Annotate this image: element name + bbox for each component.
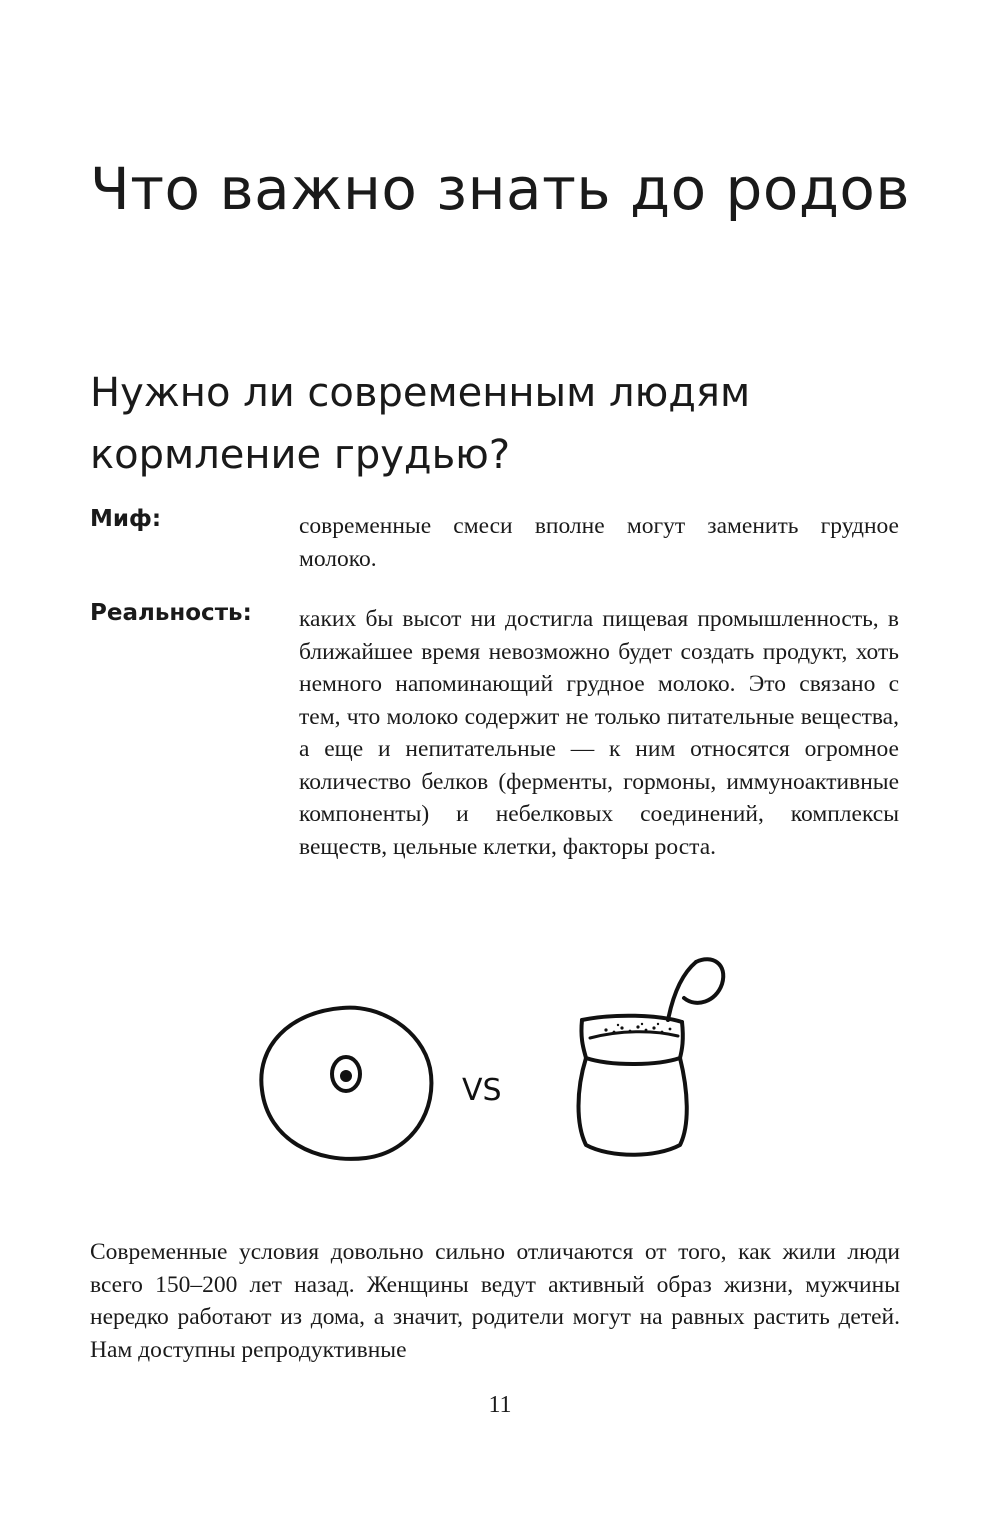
body-paragraph: Современные условия довольно сильно отличаются от того, как жили люди всего 150–200 лет назад. Женщины ведут активный образ жизни, мужчины нередко работают из дома, а значит, родители могут на равных растить детей. Нам доступны репродуктивные [90, 1239, 900, 1363]
breast-icon [261, 1008, 431, 1159]
chapter-title: Что важно знать до родов [90, 155, 911, 223]
page-number: 11 [488, 1392, 512, 1418]
reality-label: Реальность: [90, 600, 252, 626]
myth-label: Миф: [90, 506, 162, 532]
myth-text: современные смеси вполне могут заменить грудное молоко. [299, 513, 899, 572]
formula-can-icon [579, 959, 724, 1155]
section-title: Нужно ли современным людям кормление грудью? [90, 370, 751, 478]
breast-vs-formula-illustration [250, 950, 730, 1170]
vs-text: VS [462, 1073, 502, 1108]
reality-text: каких бы высот ни достигла пищевая промышленность, в ближайшее время невозможно будет создать продукт, хоть немного напоминающий грудное молоко. Это связано с тем, что молоко содержит не только питательные вещества, а еще и непитательные — к ним относятся огромное количество белков (ферменты, гормоны, иммуноактивные компоненты) и небелковых соединений, комплексы веществ, цельные клетки, факторы роста. [299, 606, 899, 860]
